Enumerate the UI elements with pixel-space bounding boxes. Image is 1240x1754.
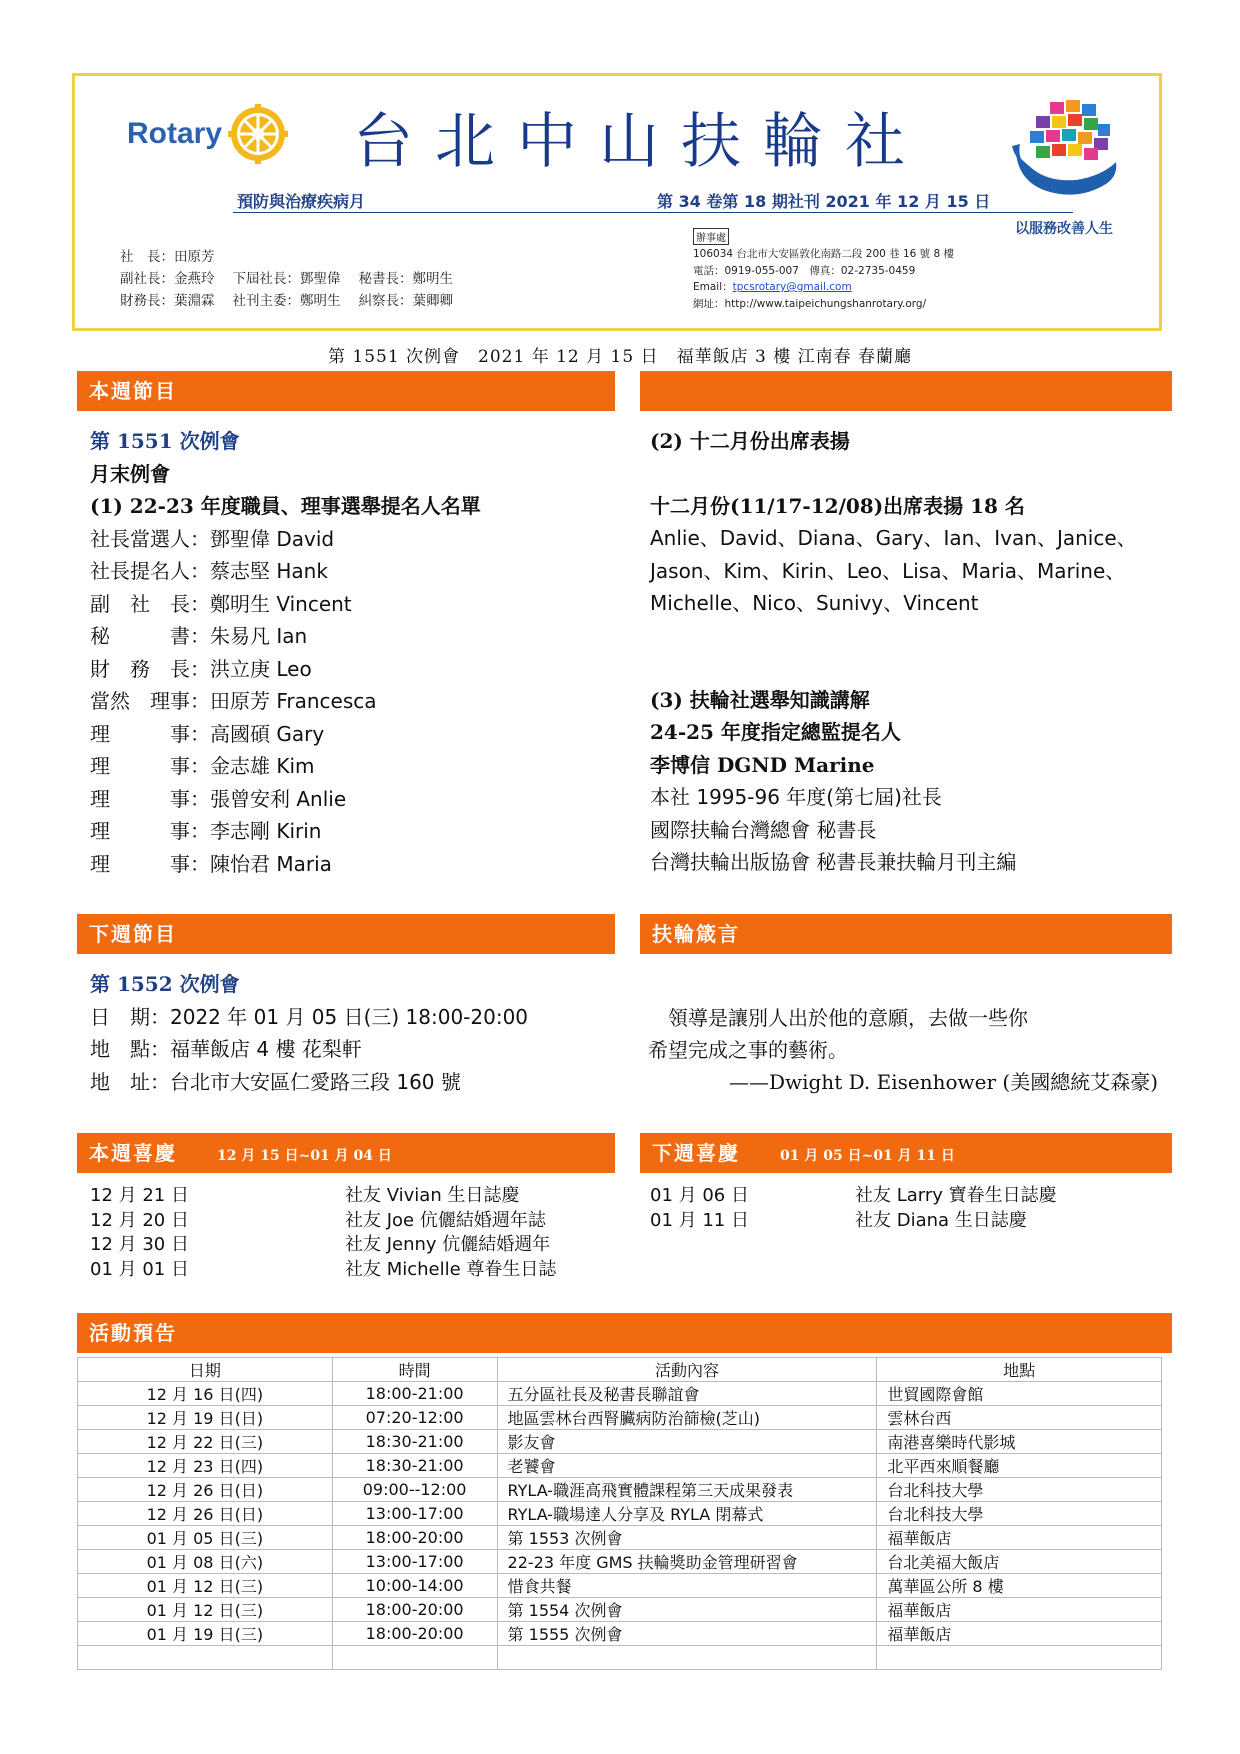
table-row [78, 1598, 1162, 1622]
table-row [78, 1478, 1162, 1502]
celebration-date: 01 月 01 日 [90, 1258, 189, 1280]
celebrations-bar-label: 下週喜慶 [652, 1141, 740, 1165]
theme-month: 預防與治療疾病月 [237, 192, 366, 211]
attendance-names: Michelle、Nico、Sunivy、Vincent [650, 591, 979, 615]
club-title: 台北中山扶輪社 [353, 107, 927, 177]
event-date: 12 月 19 日(日) [78, 1406, 333, 1430]
event-date: 01 月 19 日(三) [78, 1622, 333, 1646]
table-row [78, 1406, 1162, 1430]
list-item [90, 1233, 556, 1258]
column-header-date: 日期 [78, 1358, 333, 1382]
governor-nominee-name: 李博信 DGND Marine [650, 752, 875, 777]
officers-row-1 [120, 246, 471, 268]
celebrations-bar-label: 本週喜慶 [89, 1141, 177, 1165]
next-week-celebrations-bar [640, 1133, 1172, 1173]
header-divider [233, 212, 1073, 213]
event-activity [497, 1646, 877, 1670]
event-activity: 第 1553 次例會 [497, 1526, 877, 1550]
office-email-link[interactable]: tpcsrotary@gmail.com [732, 281, 852, 293]
this-week-bar-right [640, 371, 1172, 411]
celebration-date: 12 月 21 日 [90, 1185, 189, 1206]
events-table [77, 1357, 1162, 1670]
celebration-event: 社友 Joe 伉儷結婚週年誌 [345, 1209, 546, 1231]
this-week-celebrations-bar [77, 1133, 615, 1173]
officers-row-2 [120, 268, 471, 290]
motto-bar [640, 914, 1172, 954]
officer: 下屆社長：鄧聖偉 [232, 271, 341, 287]
event-activity: 影友會 [497, 1430, 877, 1454]
nominee: 社長當選人：鄧聖偉 David [90, 526, 335, 551]
list-item [90, 1209, 556, 1234]
masthead [72, 73, 1162, 331]
table-row [78, 1526, 1162, 1550]
this-week-celebrations-list [90, 1184, 556, 1282]
table-row [78, 1502, 1162, 1526]
officer: 糾察長：葉卿卿 [358, 293, 453, 309]
officer: 副社長：金燕玲 [120, 271, 215, 287]
celebration-date: 12 月 20 日 [90, 1209, 189, 1231]
celebrations-range: 01 月 05 日~01 月 11 日 [780, 1148, 955, 1164]
event-time: 18:00-20:00 [332, 1526, 497, 1550]
next-meeting-line: 地 址：台北市大安區仁愛路三段 160 號 [90, 1069, 461, 1094]
office-phone: 電話：0919-055-007 傳真：02-2735-0459 [693, 264, 916, 277]
event-activity: 22-23 年度 GMS 扶輪獎助金管理研習會 [497, 1550, 877, 1574]
this-week-right-column [650, 425, 1170, 879]
event-activity: RYLA-職場達人分享及 RYLA 閉幕式 [497, 1502, 877, 1526]
event-date: 01 月 12 日(三) [78, 1598, 333, 1622]
event-date: 01 月 12 日(三) [78, 1574, 333, 1598]
rotary-wheel-icon [228, 104, 288, 164]
office-website[interactable]: 網址：http://www.taipeichungshanrotary.org/ [693, 297, 927, 310]
list-item [650, 1184, 1057, 1209]
this-week-bar-label: 本週節目 [89, 379, 177, 403]
rotary-quote [648, 1002, 1158, 1098]
column-header-time: 時間 [332, 1358, 497, 1382]
celebrations-range: 12 月 15 日~01 月 04 日 [217, 1148, 392, 1164]
table-row [78, 1454, 1162, 1478]
event-time: 09:00--12:00 [332, 1478, 497, 1502]
event-location: 福華飯店 [877, 1598, 1162, 1622]
this-week-bar [77, 371, 615, 411]
event-date: 01 月 05 日(三) [78, 1526, 333, 1550]
celebration-event: 社友 Michelle 尊眷生日誌 [345, 1258, 557, 1280]
nominee-bio-line: 國際扶輪台灣總會 秘書長 [650, 817, 877, 842]
event-date: 12 月 16 日(四) [78, 1382, 333, 1406]
event-date: 01 月 08 日(六) [78, 1550, 333, 1574]
events-bar [77, 1313, 1172, 1353]
event-date: 12 月 26 日(日) [78, 1478, 333, 1502]
nominee: 秘 書：朱易凡 Ian [90, 624, 308, 648]
list-item [90, 1258, 556, 1283]
issue-line: 第 34 卷第 18 期社刊 2021 年 12 月 15 日 [657, 192, 991, 211]
table-row [78, 1646, 1162, 1670]
event-time: 18:30-21:00 [332, 1454, 497, 1478]
nominee: 理 事：高國碩 Gary [90, 721, 325, 746]
next-week-program [90, 968, 630, 1098]
next-meeting-line: 地 點：福華飯店 4 樓 花梨軒 [90, 1037, 362, 1061]
list-item [90, 1184, 556, 1209]
officer: 秘書長：鄭明生 [358, 271, 453, 287]
celebration-event: 社友 Diana 生日誌慶 [855, 1209, 1027, 1231]
next-meeting-heading: 第 1552 次例會 [90, 972, 240, 996]
rotary-wordmark: Rotary [127, 117, 223, 150]
attendance-title: (2) 十二月份出席表揚 [650, 429, 850, 453]
event-time: 18:30-21:00 [332, 1430, 497, 1454]
office-address: 106034 台北市大安區敦化南路二段 200 巷 16 號 8 樓 [693, 248, 955, 260]
event-date: 12 月 26 日(日) [78, 1502, 333, 1526]
event-location: 福華飯店 [877, 1526, 1162, 1550]
office-email-line [693, 279, 954, 296]
events-bar-label: 活動預告 [89, 1321, 177, 1345]
next-week-celebrations-list [650, 1184, 1057, 1233]
nominee-bio-line: 台灣扶輪出版協會 秘書長兼扶輪月刊主編 [650, 850, 1017, 874]
celebration-date: 01 月 06 日 [650, 1185, 749, 1206]
nominee: 財 務 長：洪立庚 Leo [90, 656, 312, 681]
event-location: 福華飯店 [877, 1622, 1162, 1646]
officers-list [120, 246, 471, 312]
event-location: 北平西來順餐廳 [877, 1454, 1162, 1478]
next-week-bar-label: 下週節目 [89, 922, 177, 946]
nominee: 理 事：陳怡君 Maria [90, 851, 332, 876]
table-row [78, 1382, 1162, 1406]
event-date: 12 月 23 日(四) [78, 1454, 333, 1478]
rotary-logo [127, 104, 288, 164]
event-time: 07:20-12:00 [332, 1406, 497, 1430]
event-time [332, 1646, 497, 1670]
officer: 社刊主委：鄭明生 [232, 293, 341, 309]
meeting-info: 第 1551 次例會 2021 年 12 月 15 日 福華飯店 3 樓 江南春 春蘭廳 [327, 347, 913, 367]
attendance-subtitle: 十二月份(11/17-12/08)出席表揚 18 名 [650, 493, 1025, 518]
column-header-activity: 活動內容 [497, 1358, 877, 1382]
event-activity: 第 1554 次例會 [497, 1598, 877, 1622]
event-date: 12 月 22 日(三) [78, 1430, 333, 1454]
office-email-label: Email： [693, 281, 733, 293]
event-location: 南港喜樂時代影城 [877, 1430, 1162, 1454]
celebration-date: 12 月 30 日 [90, 1234, 189, 1255]
motto-bar-label: 扶輪箴言 [652, 922, 740, 946]
event-activity: RYLA-職涯高飛實體課程第三天成果發表 [497, 1478, 877, 1502]
meeting-subheading: 月末例會 [90, 461, 170, 486]
officer: 財務長：葉淵霖 [120, 293, 215, 309]
table-row [78, 1622, 1162, 1646]
officer: 社 長：田原芳 [120, 249, 215, 265]
election-title: (1) 22-23 年度職員、理事選舉提名人名單 [90, 494, 481, 518]
table-header-row [78, 1358, 1162, 1382]
next-week-bar [77, 914, 615, 954]
celebration-event: 社友 Larry 寶眷生日誌慶 [855, 1185, 1057, 1206]
event-time: 18:00-20:00 [332, 1622, 497, 1646]
service-globe-icon [1010, 96, 1122, 206]
celebration-event: 社友 Vivian 生日誌慶 [345, 1185, 520, 1206]
event-location: 台北美福大飯店 [877, 1550, 1162, 1574]
event-location: 世貿國際會館 [877, 1382, 1162, 1406]
event-location: 台北科技大學 [877, 1478, 1162, 1502]
meeting-heading: 第 1551 次例會 [90, 429, 240, 453]
event-time: 18:00-21:00 [332, 1382, 497, 1406]
attendance-names: Anlie、David、Diana、Gary、Ian、Ivan、Janice、 [650, 526, 1137, 550]
quote-line: 領導是讓別人出於他的意願，去做一些你 [648, 1006, 1028, 1030]
nominee: 社長提名人：蔡志堅 Hank [90, 559, 328, 583]
event-activity: 第 1555 次例會 [497, 1622, 877, 1646]
column-header-location: 地點 [877, 1358, 1162, 1382]
event-activity: 老饕會 [497, 1454, 877, 1478]
nominee: 副 社 長：鄭明生 Vincent [90, 591, 352, 616]
office-label: 辦事處 [693, 228, 729, 245]
quote-author: ——Dwight D. Eisenhower (美國總統艾森豪) [728, 1070, 1158, 1094]
attendance-names: Jason、Kim、Kirin、Leo、Lisa、Maria、Marine、 [650, 558, 1126, 583]
event-date [78, 1646, 333, 1670]
governor-nominee-title: 24-25 年度指定總監提名人 [650, 720, 901, 744]
office-info [693, 246, 954, 312]
list-item [650, 1209, 1057, 1234]
table-row [78, 1574, 1162, 1598]
event-activity: 地區雲林台西腎臟病防治篩檢(芝山) [497, 1406, 877, 1430]
officers-row-3 [120, 290, 471, 312]
nominee: 理 事：金志雄 Kim [90, 754, 315, 778]
event-location: 萬華區公所 8 樓 [877, 1574, 1162, 1598]
club-motto: 以服務改善人生 [1015, 221, 1113, 237]
quote-line: 希望完成之事的藝術。 [648, 1038, 848, 1062]
this-week-program [90, 425, 630, 880]
election-knowledge-title: (3) 扶輪社選舉知識講解 [650, 687, 870, 712]
event-activity: 五分區社長及秘書長聯誼會 [497, 1382, 877, 1406]
celebration-date: 01 月 11 日 [650, 1209, 749, 1231]
nominee: 理 事：李志剛 Kirin [90, 819, 322, 843]
event-location [877, 1646, 1162, 1670]
nominee: 理 事：張曾安利 Anlie [90, 786, 347, 811]
event-activity: 惜食共餐 [497, 1574, 877, 1598]
nominee: 當然 理事：田原芳 Francesca [90, 689, 377, 713]
event-location: 台北科技大學 [877, 1502, 1162, 1526]
table-row [78, 1550, 1162, 1574]
event-location: 雲林台西 [877, 1406, 1162, 1430]
celebration-event: 社友 Jenny 伉儷結婚週年 [345, 1234, 551, 1255]
event-time: 13:00-17:00 [332, 1550, 497, 1574]
event-time: 18:00-20:00 [332, 1598, 497, 1622]
event-time: 10:00-14:00 [332, 1574, 497, 1598]
next-meeting-line: 日 期：2022 年 01 月 05 日(三) 18:00-20:00 [90, 1004, 529, 1029]
nominee-bio-line: 本社 1995-96 年度(第七屆)社長 [650, 785, 942, 809]
table-row [78, 1430, 1162, 1454]
event-time: 13:00-17:00 [332, 1502, 497, 1526]
